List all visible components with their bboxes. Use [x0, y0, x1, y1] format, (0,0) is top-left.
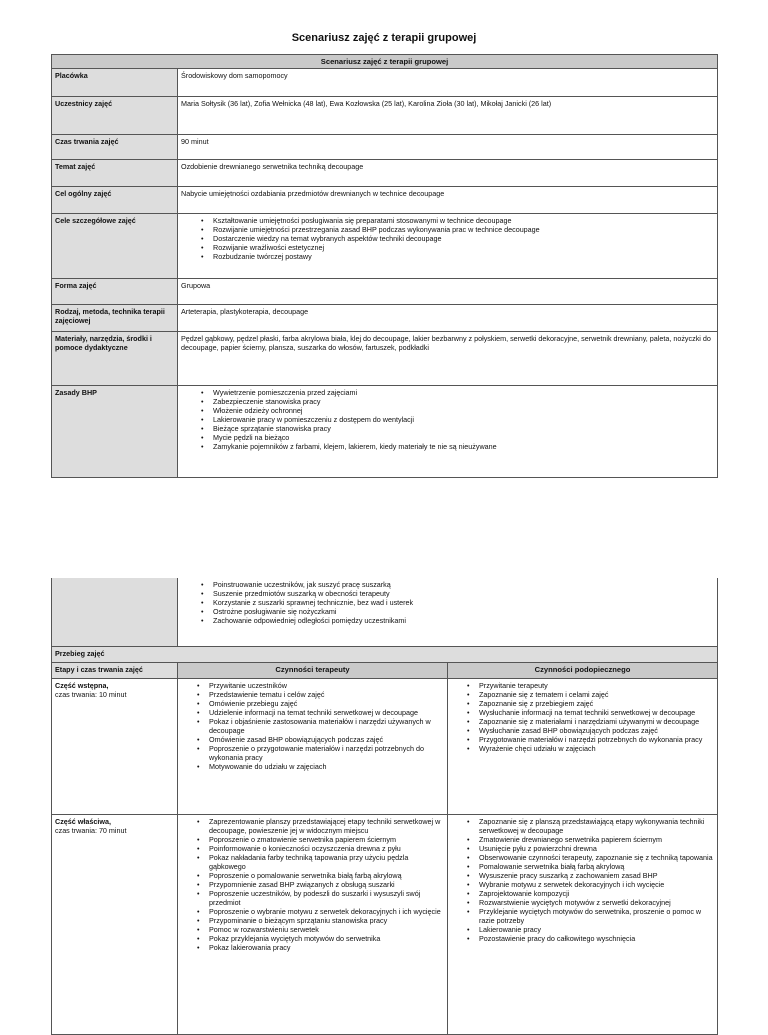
row-value-cele-szczegolowe — [178, 214, 718, 279]
list-item: • Przywitanie uczestników — [209, 681, 444, 690]
list-item: • Zmatowienie drewnianego serwetnika papierem ściernym — [479, 835, 714, 844]
list-item: • Mycie pędzli na bieżąco — [213, 433, 714, 442]
row-label-temat: Temat zajęć — [52, 160, 178, 187]
phase-0-terapeuta-list — [181, 681, 444, 771]
list-item: • Bieżące sprzątanie stanowiska pracy — [213, 424, 714, 433]
list-item: • Przypominanie o bieżącym sprzątaniu stanowiska pracy — [209, 916, 444, 925]
section-przebieg: Przebieg zajęć — [52, 646, 718, 662]
list-item: • Pomoc w rozwarstwieniu serwetek — [209, 925, 444, 934]
list-item: • Poproszenie o pomalowanie serwetnika białą farbą akrylową — [209, 871, 444, 880]
list-item: • Poproszenie o zmatowienie serwetnika papierem ściernym — [209, 835, 444, 844]
phase-1-name: Część właściwa, — [55, 816, 111, 826]
list-item: • Wyrażenie chęci udziału w zajęciach — [479, 744, 714, 753]
list-item: • Zaprojektowanie kompozycji — [479, 889, 714, 898]
list-item: • Lakierowanie pracy w pomieszczeniu z dostępem do wentylacji — [213, 415, 714, 424]
row-label-materialy: Materiały, narzędzia, środki i pomoce dydaktyczne — [52, 332, 178, 386]
list-item: • Przypomnienie zasad BHP związanych z obsługą suszarki — [209, 880, 444, 889]
list-item: • Zapoznanie się z planszą przedstawiającą etapy wykonywania techniki serwetkowej w decoupage — [479, 817, 714, 835]
phase-1-time: czas trwania: 70 minut — [55, 825, 127, 835]
phase-1-terapeuta — [178, 814, 448, 1034]
bhp-list — [181, 388, 714, 451]
list-item: • Usunięcie pyłu z powierzchni drewna — [479, 844, 714, 853]
col-header-podopieczny: Czynności podopiecznego — [448, 662, 718, 678]
row-label-forma: Forma zajęć — [52, 279, 178, 305]
row-value-materialy: Pędzel gąbkowy, pędzel płaski, farba akrylowa biała, klej do decoupage, lakier bezbarwny z połyskiem, serwetki dekoracyjne, serwetnik drewniany, paleta, nożyczki do decoupage, papier ścierny, plansza, suszarka do włosów, fartuszek, podkładki — [178, 332, 718, 386]
list-item: • Pokaz przyklejania wyciętych motywów do serwetnika — [209, 934, 444, 943]
bhp-list-cont — [181, 580, 714, 625]
row-value-bhp-cont — [178, 578, 718, 646]
list-item: • Pokaz nakładania farby techniką tapowania przy użyciu pędzla gąbkowego — [209, 853, 444, 871]
list-item: • Wysuszenie pracy suszarką z zachowaniem zasad BHP — [479, 871, 714, 880]
list-item: • Rozwarstwienie wyciętych motywów z serwetki dekoracyjnej — [479, 898, 714, 907]
list-item: • Zapoznanie się z materiałami i narzędziami używanymi w decoupage — [479, 717, 714, 726]
phase-0-cell — [52, 678, 178, 814]
row-value-rodzaj: Arteterapia, plastykoterapia, decoupage — [178, 305, 718, 332]
list-item: • Zachowanie odpowiedniej odległości pomiędzy uczestnikami — [213, 616, 714, 625]
list-item: • Rozwijanie umiejętności przestrzegania zasad BHP podczas wykonywania prac w technice decoupage — [213, 225, 714, 234]
list-item: • Zapoznanie się z przebiegiem zajęć — [479, 699, 714, 708]
list-item: • Zaprezentowanie planszy przedstawiającej etapy techniki serwetkowej w decoupage, powieszenie jej w widocznym miejscu — [209, 817, 444, 835]
row-value-cel-ogolny: Nabycie umiejętności ozdabiania przedmiotów drewnianych w technice decoupage — [178, 187, 718, 214]
row-value-uczestnicy: Maria Sołtysik (36 lat), Zofia Wełnicka (48 lat), Ewa Kozłowska (25 lat), Karolina Zioła (30 lat), Mikołaj Janicki (26 lat) — [178, 97, 718, 135]
list-item: • Rozbudzanie twórczej postawy — [213, 252, 714, 261]
list-item: • Omówienie przebiegu zajęć — [209, 699, 444, 708]
phase-1-podopieczny — [448, 814, 718, 1034]
list-item: • Ostrożne posługiwanie się nożyczkami — [213, 607, 714, 616]
list-item: • Poproszenie o wybranie motywu z serwetek dekoracyjnych i ich wycięcie — [209, 907, 444, 916]
list-item: • Zabezpieczenie stanowiska pracy — [213, 397, 714, 406]
list-item: • Zamykanie pojemników z farbami, klejem, lakierem, kiedy materiały te nie są nieużywane — [213, 442, 714, 451]
phase-0-time: czas trwania: 10 minut — [55, 689, 127, 699]
list-item: • Pokaz lakierowania pracy — [209, 943, 444, 952]
list-item: • Lakierowanie pracy — [479, 925, 714, 934]
page-title: Scenariusz zajęć z terapii grupowej — [291, 32, 477, 44]
list-item: • Poproszenie uczestników, by podeszli do suszarki i wysuszyli swój przedmiot — [209, 889, 444, 907]
phase-1-terapeuta-list — [181, 817, 444, 952]
scenario-table-part-1 — [51, 54, 718, 478]
row-value-temat: Ozdobienie drewnianego serwetnika techniką decoupage — [178, 160, 718, 187]
list-item: • Przywitanie terapeuty — [479, 681, 714, 690]
col-header-etapy: Etapy i czas trwania zajęć — [52, 662, 178, 678]
list-item: • Rozwijanie wrażliwości estetycznej — [213, 243, 714, 252]
list-item: • Dostarczenie wiedzy na temat wybranych aspektów techniki decoupage — [213, 234, 714, 243]
list-item: • Kształtowanie umiejętności posługiwania się preparatami stosowanymi w technice decoupage — [213, 216, 714, 225]
list-item: • Pokaz i objaśnienie zastosowania materiałów i narzędzi używanych w decoupage — [209, 717, 444, 735]
row-label-uczestnicy: Uczestnicy zajęć — [52, 97, 178, 135]
row-label-cele-szczegolowe: Cele szczegółowe zajęć — [52, 214, 178, 279]
phase-0-podopieczny-list — [451, 681, 714, 753]
row-value-czas: 90 minut — [178, 135, 718, 160]
list-item: • Pomalowanie serwetnika białą farbą akrylową — [479, 862, 714, 871]
list-item: • Przyklejanie wyciętych motywów do serwetnika, proszenie o pomoc w razie potrzeby — [479, 907, 714, 925]
list-item: • Udzielenie informacji na temat techniki serwetkowej w decoupage — [209, 708, 444, 717]
list-item: • Poproszenie o przygotowanie materiałów i narzędzi potrzebnych do wykonania pracy — [209, 744, 444, 762]
list-item: • Motywowanie do udziału w zajęciach — [209, 762, 444, 771]
row-label-bhp: Zasady BHP — [52, 386, 178, 478]
row-label-cel-ogolny: Cel ogólny zajęć — [52, 187, 178, 214]
row-label-bhp-cont — [52, 578, 178, 646]
list-item: • Suszenie przedmiotów suszarką w obecności terapeuty — [213, 589, 714, 598]
list-item: • Omówienie zasad BHP obowiązujących podczas zajęć — [209, 735, 444, 744]
phase-0-terapeuta — [178, 678, 448, 814]
list-item: • Włożenie odzieży ochronnej — [213, 406, 714, 415]
list-item: • Wysłuchanie informacji na temat techniki serwetkowej w decoupage — [479, 708, 714, 717]
phase-0-podopieczny — [448, 678, 718, 814]
list-item: • Poinformowanie o konieczności oczyszczenia drewna z pyłu — [209, 844, 444, 853]
list-item: • Przedstawienie tematu i celów zajęć — [209, 690, 444, 699]
row-label-czas: Czas trwania zajęć — [52, 135, 178, 160]
phase-1-podopieczny-list — [451, 817, 714, 943]
list-item: • Wywietrzenie pomieszczenia przed zajęciami — [213, 388, 714, 397]
list-item: • Zapoznanie się z tematem i celami zajęć — [479, 690, 714, 699]
phase-0-name: Część wstępna, — [55, 680, 109, 690]
row-label-placowka: Placówka — [52, 69, 178, 97]
list-item: • Wysłuchanie zasad BHP obowiązujących podczas zajęć — [479, 726, 714, 735]
list-item: • Poinstruowanie uczestników, jak suszyć pracę suszarką — [213, 580, 714, 589]
row-value-forma: Grupowa — [178, 279, 718, 305]
list-item: • Obserwowanie czynności terapeuty, zapoznanie się z techniką tapowania — [479, 853, 714, 862]
list-item: • Wybranie motywu z serwetek dekoracyjnych i ich wycięcie — [479, 880, 714, 889]
table-header: Scenariusz zajęć z terapii grupowej — [52, 55, 718, 69]
col-header-terapeuta: Czynności terapeuty — [178, 662, 448, 678]
row-label-rodzaj: Rodzaj, metoda, technika terapii zajęciowej — [52, 305, 178, 332]
row-value-bhp — [178, 386, 718, 478]
list-item: • Pozostawienie pracy do całkowitego wyschnięcia — [479, 934, 714, 943]
row-value-placowka: Środowiskowy dom samopomocy — [178, 69, 718, 97]
phase-1-cell — [52, 814, 178, 1034]
scenario-table-part-2 — [51, 578, 718, 1035]
list-item: • Przygotowanie materiałów i narzędzi potrzebnych do wykonania pracy — [479, 735, 714, 744]
list-item: • Korzystanie z suszarki sprawnej technicznie, bez wad i usterek — [213, 598, 714, 607]
cele-list — [181, 216, 714, 261]
